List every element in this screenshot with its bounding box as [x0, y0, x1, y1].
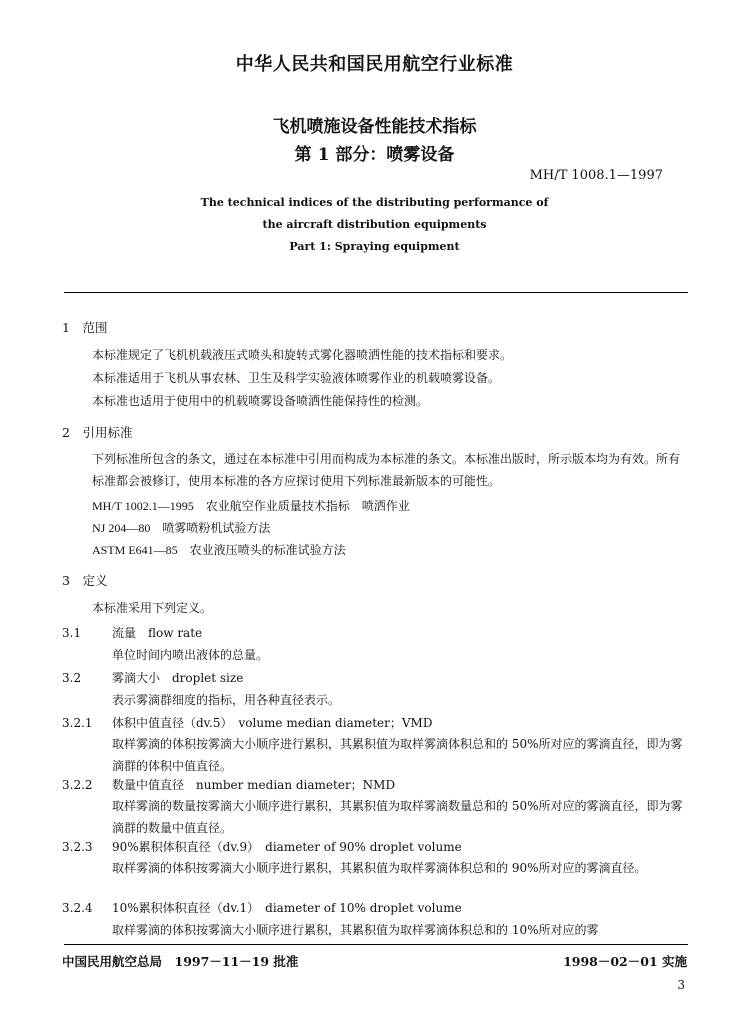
standard-title: 飞机喷施设备性能技术指标 — [272, 117, 477, 137]
definition-term: 数量中值直径 number median diameter；NMD — [112, 778, 396, 792]
definition-number: 3.2.4 — [62, 901, 93, 915]
section-3-heading: 3 定义 — [62, 573, 108, 588]
definition-3-2-4-text: 取样雾滴的体积按雾滴大小顺序进行累积，其累积值为取样雾滴体积总和的 10%所对应的雾 — [112, 923, 599, 937]
reference-3: ASTM E641—85 农业液压喷头的标准试验方法 — [92, 543, 346, 557]
header-divider — [64, 292, 688, 293]
section-1-heading: 1 范围 — [62, 320, 108, 335]
definition-3-2 — [62, 669, 243, 686]
section-1-para-2: 本标准适用于飞机从事农林、卫生及科学实验液体喷雾作业的机载喷雾设备。 — [92, 371, 501, 385]
standard-subtitle: 第 1 部分：喷雾设备 — [294, 145, 455, 165]
definition-3-2-3-text: 取样雾滴的体积按雾滴大小顺序进行累积，其累积值为取样雾滴体积总和的 90%所对应的雾滴直径。 — [112, 861, 647, 875]
english-title-line1: The technical indices of the distributing performance of — [200, 196, 549, 209]
approval-info: 中国民用航空总局 1997－11－19 批准 — [62, 954, 299, 969]
section-3-intro: 本标准采用下列定义。 — [92, 601, 213, 615]
section-1-para-3: 本标准也适用于使用中的机载喷雾设备喷洒性能保持性的检测。 — [92, 394, 429, 408]
definition-number: 3.2.3 — [62, 840, 93, 854]
definition-3-1-text: 单位时间内喷出液体的总量。 — [112, 648, 269, 662]
definition-number: 3.1 — [62, 626, 82, 640]
english-title-line2: the aircraft distribution equipments — [262, 218, 487, 231]
standard-category-title: 中华人民共和国民用航空行业标准 — [235, 54, 514, 75]
definition-number: 3.2.1 — [62, 716, 93, 730]
definition-3-2-text: 表示雾滴群细度的指标，用各种直径表示。 — [112, 693, 341, 707]
definition-3-1 — [62, 624, 202, 641]
definition-term: 90%累积体积直径（dv.9） diameter of 90% droplet volume — [112, 840, 462, 854]
footer-divider — [64, 944, 688, 945]
definition-number: 3.2.2 — [62, 778, 93, 792]
page-number: 3 — [677, 978, 685, 992]
reference-2: NJ 204—80 喷雾喷粉机试验方法 — [92, 521, 271, 535]
definition-3-2-2 — [62, 776, 395, 793]
english-title-line3: Part 1: Spraying equipment — [289, 240, 460, 253]
definition-term: 10%累积体积直径（dv.1） diameter of 10% droplet volume — [112, 901, 462, 915]
definition-3-2-1-text: 取样雾滴的体积按雾滴大小顺序进行累积，其累积值为取样雾滴体积总和的 50%所对应的雾滴直径，即为雾滴群的体积中值直径。 — [112, 737, 683, 773]
definition-term: 雾滴大小 droplet size — [112, 671, 244, 685]
definition-term: 体积中值直径（dv.5） volume median diameter；VMD — [112, 716, 433, 730]
effective-date: 1998－02－01 实施 — [563, 954, 687, 969]
definition-3-2-4 — [62, 899, 462, 916]
definition-3-2-2-text: 取样雾滴的数量按雾滴大小顺序进行累积，其累积值为取样雾滴数量总和的 50%所对应的雾滴直径，即为雾滴群的数量中值直径。 — [112, 799, 683, 835]
section-2-heading: 2 引用标准 — [62, 425, 133, 440]
reference-1: MH/T 1002.1—1995 农业航空作业质量技术指标 喷洒作业 — [92, 499, 410, 513]
definition-number: 3.2 — [62, 671, 82, 685]
section-2-intro: 下列标准所包含的条文，通过在本标准中引用而构成为本标准的条文。本标准出版时，所示版本均为有效。所有标准都会被修订，使用本标准的各方应探讨使用下列标准最新版本的可能性。 — [92, 452, 681, 488]
definition-term: 流量 flow rate — [112, 626, 203, 640]
definition-3-2-1 — [62, 714, 432, 731]
section-1-para-1: 本标准规定了飞机机载液压式喷头和旋转式雾化器喷洒性能的技术指标和要求。 — [92, 348, 513, 362]
definition-3-2-3 — [62, 838, 462, 855]
standard-number: MH/T 1008.1—1997 — [529, 168, 663, 183]
